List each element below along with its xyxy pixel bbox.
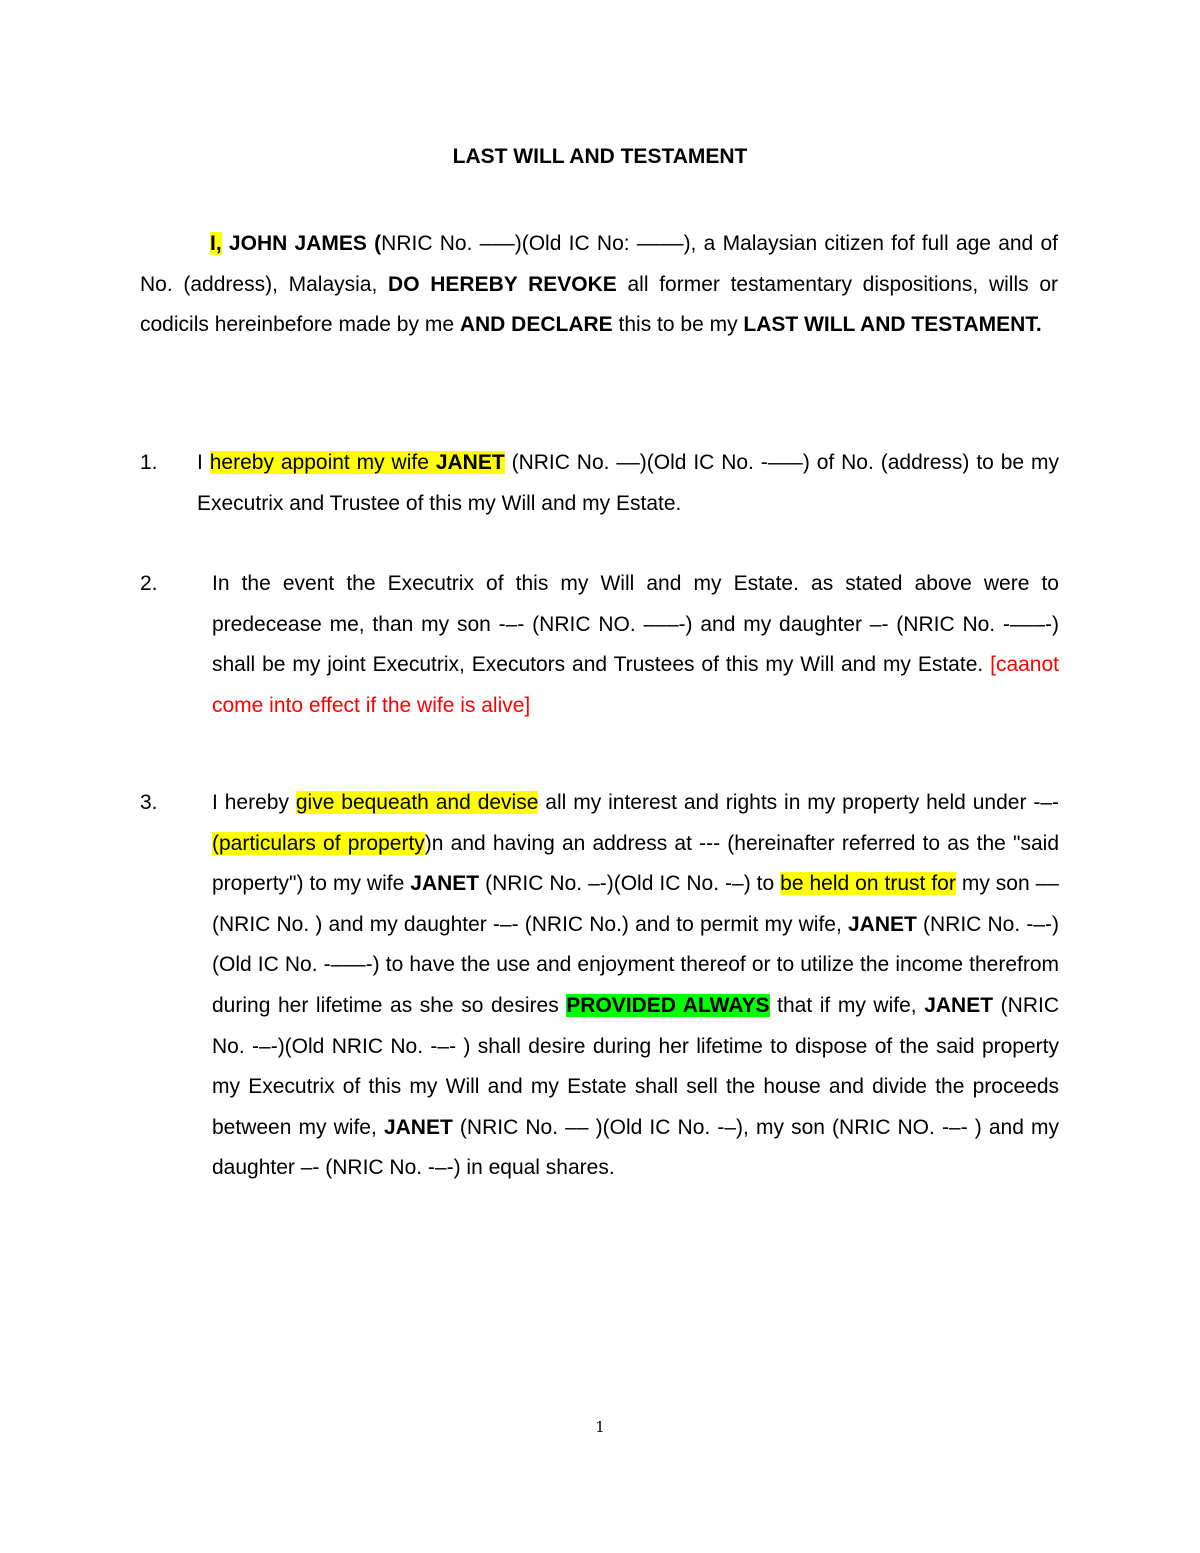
green-highlighted-text: PROVIDED ALWAYS <box>566 993 770 1017</box>
clause-text: In the event the Executrix of this my Will and my Estate. as stated above were to predecease me, than my son -–- (NRIC NO. –––-) and my daughter –- (NRIC No. -–––-) shall be my joint Executrix, Executors and Trustees of this my Will and my Estate. <box>212 572 1059 677</box>
beneficiary-name: JANET <box>924 993 994 1017</box>
clause-text: I <box>197 451 210 474</box>
beneficiary-name: JANET <box>847 912 917 936</box>
document-title: LAST WILL AND TESTAMENT <box>452 145 748 168</box>
beneficiary-name: JANET <box>383 1115 453 1139</box>
page-number: 1 <box>595 1418 605 1436</box>
clause-number: 3. <box>140 791 158 814</box>
highlighted-name: JANET <box>435 451 505 474</box>
clause-1-paragraph <box>197 443 1059 524</box>
declare-phrase: AND DECLARE <box>459 313 613 337</box>
highlighted-text: (particulars of property <box>212 831 425 855</box>
beneficiary-name: JANET <box>410 872 480 896</box>
clause-text: all my interest and rights in my property held under -–- <box>538 791 1059 814</box>
preamble-text: NRIC No. –––)(Old IC No: ––––), a Malaysian citizen fof full age and of No. (address), Malaysia, <box>140 232 1059 296</box>
highlighted-text: be held on trust for <box>780 872 956 896</box>
clause-text: (NRIC No. -–-)(Old NRIC No. -–- ) shall desire during her lifetime to dispose of the said property my Executrix of this my Will and my Estate shall sell the house and divide the proceeds between my wife, <box>212 993 1059 1139</box>
clause-text: (NRIC No. –– )(Old IC No. -–), my son (NRIC NO. -–- ) and my daughter –- (NRIC No. -–-) in equal shares. <box>212 1115 1059 1180</box>
clause-number: 2. <box>140 572 158 595</box>
clause-text: )n and having an address at --- (hereinafter referred to as the "said property") to my wife <box>212 831 1059 896</box>
preamble-paragraph <box>140 224 1058 346</box>
testator-name: JOHN JAMES ( <box>221 232 382 255</box>
revoke-phrase: DO HEREBY REVOKE <box>388 272 617 296</box>
clause-text: (NRIC No. ––)(Old IC No. -–––) of No. (address) to be my Executrix and Trustee of this my Will and my Estate. <box>197 451 1059 515</box>
clause-text: I hereby <box>212 791 296 814</box>
highlighted-pronoun: I, <box>210 232 222 255</box>
highlighted-text: hereby appoint my wife <box>209 451 436 474</box>
clause-3-paragraph <box>212 783 1059 1189</box>
red-annotation: [caanot come into effect if the wife is alive] <box>212 653 1059 717</box>
preamble-text: this to be my <box>612 313 744 337</box>
clause-text: my son –– (NRIC No. ) and my daughter -–- (NRIC No.) and to permit my wife, <box>212 872 1059 936</box>
clause-text: that if my wife, <box>769 993 925 1017</box>
preamble-text: all former testamentary dispositions, wills or codicils hereinbefore made by me <box>140 272 1058 337</box>
clause-text: (NRIC No. -–-)(Old IC No. -–––-) to have the use and enjoyment thereof or to utilize the income therefrom during her lifetime as she so desires <box>212 912 1060 1017</box>
clause-text: (NRIC No. –-)(Old IC No. -–) to <box>479 872 781 896</box>
will-title-phrase: LAST WILL AND TESTAMENT. <box>743 313 1042 337</box>
clause-2-paragraph <box>212 564 1059 726</box>
highlighted-text: give bequeath and devise <box>295 791 539 814</box>
clause-number: 1. <box>140 451 158 474</box>
